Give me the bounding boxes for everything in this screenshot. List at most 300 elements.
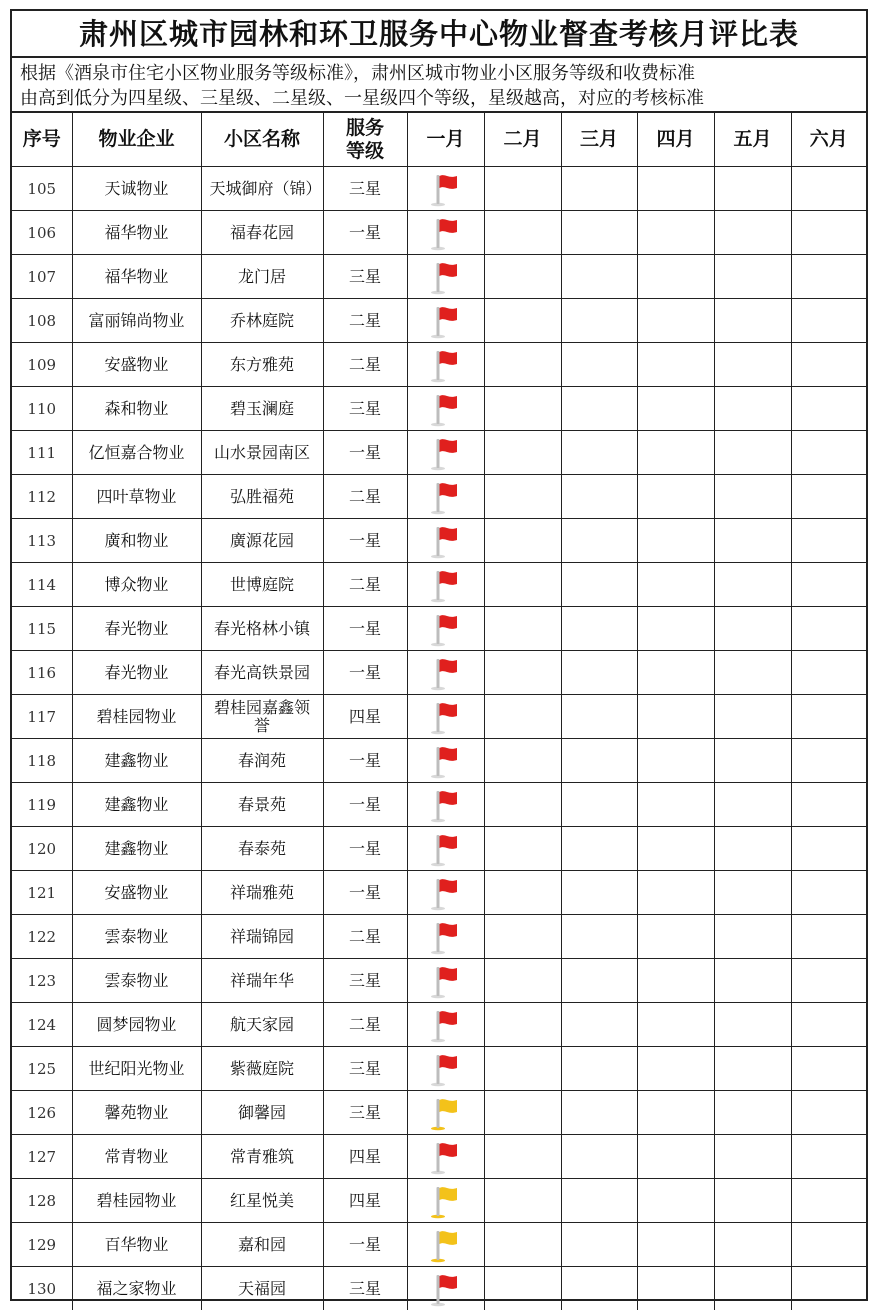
row-month-5 — [714, 299, 791, 343]
row-community-label: 祥瑞雅苑 — [229, 882, 294, 902]
table-row — [12, 431, 866, 475]
table-row — [12, 1223, 866, 1267]
row-index: 128 — [12, 1179, 72, 1223]
row-company: 春光物业 — [72, 651, 201, 695]
row-level: 一星 — [323, 871, 407, 915]
row-index: 123 — [12, 959, 72, 1003]
header-month-2: 二月 — [484, 113, 561, 167]
red-flag-icon — [408, 259, 484, 295]
row-company: 廣和物业 — [72, 519, 201, 563]
row-month-6 — [791, 915, 866, 959]
table-row — [12, 1091, 866, 1135]
row-company: 福之家物业 — [72, 1267, 201, 1310]
row-month-1 — [407, 871, 484, 915]
row-month-3 — [561, 343, 637, 387]
row-month-4 — [637, 387, 714, 431]
row-month-4 — [637, 519, 714, 563]
row-index: 127 — [12, 1135, 72, 1179]
row-level: 二星 — [323, 1003, 407, 1047]
row-community-label: 祥瑞锦园 — [229, 926, 294, 946]
header-month-3: 三月 — [561, 113, 637, 167]
row-level: 四星 — [323, 1179, 407, 1223]
row-month-1 — [407, 343, 484, 387]
row-level: 三星 — [323, 1091, 407, 1135]
row-month-2 — [484, 783, 561, 827]
row-month-5 — [714, 211, 791, 255]
row-community-label: 弘胜福苑 — [229, 486, 294, 506]
row-community — [201, 739, 323, 783]
row-level: 三星 — [323, 1047, 407, 1091]
row-month-1 — [407, 1223, 484, 1267]
red-flag-icon — [408, 875, 484, 911]
evaluation-sheet — [10, 9, 868, 1301]
row-community — [201, 1091, 323, 1135]
row-month-3 — [561, 563, 637, 607]
row-month-2 — [484, 1223, 561, 1267]
row-community — [201, 1003, 323, 1047]
row-community — [201, 651, 323, 695]
row-month-4 — [637, 783, 714, 827]
table-row — [12, 519, 866, 563]
row-month-5 — [714, 1003, 791, 1047]
row-month-6 — [791, 299, 866, 343]
row-company: 建鑫物业 — [72, 739, 201, 783]
row-index: 109 — [12, 343, 72, 387]
row-month-4 — [637, 1091, 714, 1135]
row-community — [201, 519, 323, 563]
row-month-6 — [791, 1179, 866, 1223]
header-community: 小区名称 — [201, 113, 323, 167]
row-level: 二星 — [323, 563, 407, 607]
row-month-5 — [714, 915, 791, 959]
row-month-1 — [407, 167, 484, 211]
row-month-2 — [484, 651, 561, 695]
row-month-3 — [561, 1179, 637, 1223]
table-row — [12, 1267, 866, 1310]
table-row — [12, 1003, 866, 1047]
row-month-3 — [561, 827, 637, 871]
table-row — [12, 651, 866, 695]
row-level: 三星 — [323, 1267, 407, 1310]
header-month-4: 四月 — [637, 113, 714, 167]
row-level: 一星 — [323, 607, 407, 651]
row-month-6 — [791, 607, 866, 651]
row-level: 一星 — [323, 211, 407, 255]
table-row — [12, 695, 866, 739]
row-month-1 — [407, 387, 484, 431]
row-community-label: 世博庭院 — [229, 574, 294, 594]
row-community-label: 嘉和园 — [237, 1234, 286, 1254]
row-month-1 — [407, 1047, 484, 1091]
row-month-6 — [791, 519, 866, 563]
red-flag-icon — [408, 1139, 484, 1175]
row-month-2 — [484, 1135, 561, 1179]
table-row — [12, 827, 866, 871]
evaluation-table — [12, 113, 866, 1310]
intro-text — [12, 58, 866, 113]
row-company: 建鑫物业 — [72, 783, 201, 827]
row-company: 雲泰物业 — [72, 915, 201, 959]
row-community-label: 乔林庭院 — [229, 310, 294, 330]
row-community — [201, 1267, 323, 1310]
row-company: 馨苑物业 — [72, 1091, 201, 1135]
row-month-4 — [637, 1223, 714, 1267]
row-month-6 — [791, 255, 866, 299]
row-month-2 — [484, 827, 561, 871]
row-month-4 — [637, 739, 714, 783]
row-month-6 — [791, 1267, 866, 1310]
red-flag-icon — [408, 655, 484, 691]
row-month-6 — [791, 211, 866, 255]
row-month-6 — [791, 783, 866, 827]
row-month-5 — [714, 1091, 791, 1135]
row-month-3 — [561, 167, 637, 211]
red-flag-icon — [408, 435, 484, 471]
row-month-5 — [714, 475, 791, 519]
row-month-3 — [561, 387, 637, 431]
row-index: 130 — [12, 1267, 72, 1310]
row-month-5 — [714, 1135, 791, 1179]
row-month-3 — [561, 519, 637, 563]
red-flag-icon — [408, 567, 484, 603]
intro-line-1: 根据《酒泉市住宅小区物业服务等级标准》，肃州区城市物业小区服务等级和收费标准 — [20, 63, 695, 84]
row-index: 106 — [12, 211, 72, 255]
row-month-6 — [791, 739, 866, 783]
row-month-2 — [484, 255, 561, 299]
row-community — [201, 431, 323, 475]
row-month-5 — [714, 607, 791, 651]
table-row — [12, 607, 866, 651]
intro-line-2: 由高到低分为四星级、三星级、二星级、一星级四个等级，星级越高，对应的考核标准 — [20, 88, 704, 109]
row-community-label: 春润苑 — [237, 750, 286, 770]
row-community — [201, 871, 323, 915]
row-month-6 — [791, 475, 866, 519]
row-month-1 — [407, 1091, 484, 1135]
row-community — [201, 299, 323, 343]
row-level: 四星 — [323, 695, 407, 739]
row-month-3 — [561, 299, 637, 343]
row-community — [201, 1135, 323, 1179]
row-month-2 — [484, 959, 561, 1003]
row-index: 112 — [12, 475, 72, 519]
row-month-5 — [714, 783, 791, 827]
row-community-label: 福春花园 — [229, 222, 294, 242]
row-index: 129 — [12, 1223, 72, 1267]
row-month-5 — [714, 167, 791, 211]
row-month-2 — [484, 1003, 561, 1047]
row-month-3 — [561, 1135, 637, 1179]
row-community — [201, 255, 323, 299]
row-month-2 — [484, 1267, 561, 1310]
row-month-1 — [407, 915, 484, 959]
row-month-5 — [714, 871, 791, 915]
row-community — [201, 607, 323, 651]
row-community-label: 碧玉澜庭 — [229, 398, 294, 418]
row-index: 121 — [12, 871, 72, 915]
row-month-3 — [561, 475, 637, 519]
row-month-2 — [484, 519, 561, 563]
row-month-1 — [407, 651, 484, 695]
row-index: 113 — [12, 519, 72, 563]
row-month-2 — [484, 739, 561, 783]
row-company: 富丽锦尚物业 — [72, 299, 201, 343]
row-community-label: 天城御府（锦） — [209, 178, 322, 198]
row-month-4 — [637, 255, 714, 299]
row-level: 三星 — [323, 959, 407, 1003]
table-row — [12, 475, 866, 519]
row-month-6 — [791, 827, 866, 871]
row-community-label: 红星悦美 — [229, 1190, 294, 1210]
table-body — [12, 167, 866, 1310]
row-index: 126 — [12, 1091, 72, 1135]
row-index: 111 — [12, 431, 72, 475]
row-index: 114 — [12, 563, 72, 607]
row-month-2 — [484, 607, 561, 651]
row-community-label: 紫薇庭院 — [229, 1058, 294, 1078]
row-company: 天诚物业 — [72, 167, 201, 211]
row-community — [201, 915, 323, 959]
table-row — [12, 167, 866, 211]
row-month-6 — [791, 563, 866, 607]
table-row — [12, 255, 866, 299]
row-level: 三星 — [323, 167, 407, 211]
row-company: 圆梦园物业 — [72, 1003, 201, 1047]
row-company: 博众物业 — [72, 563, 201, 607]
row-month-4 — [637, 651, 714, 695]
header-level — [323, 113, 407, 167]
row-level: 一星 — [323, 519, 407, 563]
row-month-5 — [714, 827, 791, 871]
red-flag-icon — [408, 1051, 484, 1087]
row-index: 119 — [12, 783, 72, 827]
row-month-2 — [484, 1047, 561, 1091]
row-month-6 — [791, 1091, 866, 1135]
row-month-4 — [637, 475, 714, 519]
row-month-1 — [407, 519, 484, 563]
row-company: 安盛物业 — [72, 871, 201, 915]
header-index: 序号 — [12, 113, 72, 167]
row-company: 福华物业 — [72, 255, 201, 299]
row-month-4 — [637, 607, 714, 651]
row-month-4 — [637, 431, 714, 475]
row-month-6 — [791, 651, 866, 695]
row-month-1 — [407, 255, 484, 299]
row-month-3 — [561, 695, 637, 739]
red-flag-icon — [408, 171, 484, 207]
row-community — [201, 1047, 323, 1091]
row-month-1 — [407, 299, 484, 343]
row-community — [201, 1223, 323, 1267]
row-month-3 — [561, 1003, 637, 1047]
row-level: 二星 — [323, 299, 407, 343]
row-community — [201, 475, 323, 519]
row-month-3 — [561, 1047, 637, 1091]
row-month-3 — [561, 871, 637, 915]
red-flag-icon — [408, 743, 484, 779]
row-level: 一星 — [323, 783, 407, 827]
row-month-6 — [791, 959, 866, 1003]
row-month-4 — [637, 343, 714, 387]
row-month-1 — [407, 1179, 484, 1223]
row-index: 108 — [12, 299, 72, 343]
row-level: 一星 — [323, 651, 407, 695]
row-month-1 — [407, 739, 484, 783]
row-month-3 — [561, 739, 637, 783]
row-month-5 — [714, 431, 791, 475]
row-month-2 — [484, 299, 561, 343]
row-month-2 — [484, 211, 561, 255]
row-company: 碧桂园物业 — [72, 695, 201, 739]
row-month-3 — [561, 1223, 637, 1267]
row-company: 常青物业 — [72, 1135, 201, 1179]
row-month-6 — [791, 695, 866, 739]
row-month-5 — [714, 959, 791, 1003]
row-month-5 — [714, 1047, 791, 1091]
row-index: 105 — [12, 167, 72, 211]
row-company: 四叶草物业 — [72, 475, 201, 519]
row-month-1 — [407, 1135, 484, 1179]
header-row — [12, 113, 866, 167]
row-month-3 — [561, 431, 637, 475]
row-month-5 — [714, 255, 791, 299]
row-month-4 — [637, 167, 714, 211]
row-index: 120 — [12, 827, 72, 871]
row-community-label: 春泰苑 — [237, 838, 286, 858]
row-level: 四星 — [323, 1135, 407, 1179]
header-level-label: 服务等级 — [345, 116, 384, 162]
table-row — [12, 1135, 866, 1179]
row-month-3 — [561, 1091, 637, 1135]
row-month-2 — [484, 387, 561, 431]
row-community-label: 廣源花园 — [229, 530, 294, 550]
row-community-label: 祥瑞年华 — [229, 970, 294, 990]
row-month-4 — [637, 1135, 714, 1179]
row-index: 115 — [12, 607, 72, 651]
table-row — [12, 343, 866, 387]
row-month-6 — [791, 387, 866, 431]
row-index: 117 — [12, 695, 72, 739]
red-flag-icon — [408, 215, 484, 251]
row-month-5 — [714, 651, 791, 695]
table-row — [12, 783, 866, 827]
red-flag-icon — [408, 391, 484, 427]
row-month-2 — [484, 475, 561, 519]
red-flag-icon — [408, 787, 484, 823]
header-month-6: 六月 — [791, 113, 866, 167]
row-community-label: 东方雅苑 — [229, 354, 294, 374]
row-month-4 — [637, 827, 714, 871]
row-month-1 — [407, 431, 484, 475]
row-month-4 — [637, 695, 714, 739]
red-flag-icon — [408, 699, 484, 735]
row-month-3 — [561, 607, 637, 651]
table-row — [12, 387, 866, 431]
table-row — [12, 563, 866, 607]
red-flag-icon — [408, 611, 484, 647]
row-month-3 — [561, 915, 637, 959]
row-month-5 — [714, 739, 791, 783]
row-community-label: 御馨园 — [237, 1102, 286, 1122]
yellow-flag-icon — [408, 1095, 484, 1131]
row-month-6 — [791, 167, 866, 211]
row-month-4 — [637, 1179, 714, 1223]
row-level: 一星 — [323, 739, 407, 783]
row-month-3 — [561, 651, 637, 695]
red-flag-icon — [408, 523, 484, 559]
row-month-1 — [407, 695, 484, 739]
row-month-2 — [484, 563, 561, 607]
yellow-flag-icon — [408, 1227, 484, 1263]
row-month-4 — [637, 211, 714, 255]
row-level: 一星 — [323, 827, 407, 871]
row-company: 福华物业 — [72, 211, 201, 255]
row-month-5 — [714, 1179, 791, 1223]
row-company: 世纪阳光物业 — [72, 1047, 201, 1091]
red-flag-icon — [408, 303, 484, 339]
red-flag-icon — [408, 831, 484, 867]
row-community-label: 碧桂园嘉鑫领誉 — [213, 697, 310, 735]
row-community-label: 龙门居 — [237, 266, 286, 286]
row-index: 110 — [12, 387, 72, 431]
table-row — [12, 915, 866, 959]
row-month-3 — [561, 959, 637, 1003]
row-index: 125 — [12, 1047, 72, 1091]
row-month-5 — [714, 387, 791, 431]
header-month-5: 五月 — [714, 113, 791, 167]
row-month-2 — [484, 915, 561, 959]
row-month-1 — [407, 211, 484, 255]
row-community — [201, 827, 323, 871]
row-month-1 — [407, 563, 484, 607]
row-month-5 — [714, 519, 791, 563]
table-row — [12, 959, 866, 1003]
row-company: 安盛物业 — [72, 343, 201, 387]
row-month-2 — [484, 1091, 561, 1135]
row-month-1 — [407, 475, 484, 519]
row-community-label: 山水景园南区 — [213, 442, 310, 462]
row-level: 二星 — [323, 475, 407, 519]
header-company: 物业企业 — [72, 113, 201, 167]
row-company: 森和物业 — [72, 387, 201, 431]
row-month-1 — [407, 959, 484, 1003]
table-row — [12, 211, 866, 255]
row-community — [201, 343, 323, 387]
table-row — [12, 299, 866, 343]
row-month-1 — [407, 1267, 484, 1310]
row-month-6 — [791, 1135, 866, 1179]
row-company: 百华物业 — [72, 1223, 201, 1267]
row-company: 春光物业 — [72, 607, 201, 651]
row-month-6 — [791, 1047, 866, 1091]
row-month-4 — [637, 1047, 714, 1091]
row-month-4 — [637, 563, 714, 607]
red-flag-icon — [408, 963, 484, 999]
row-month-6 — [791, 343, 866, 387]
row-month-2 — [484, 343, 561, 387]
row-index: 116 — [12, 651, 72, 695]
red-flag-icon — [408, 1007, 484, 1043]
row-level: 一星 — [323, 1223, 407, 1267]
row-community-label: 航天家园 — [229, 1014, 294, 1034]
row-month-5 — [714, 1267, 791, 1310]
row-community — [201, 211, 323, 255]
row-index: 118 — [12, 739, 72, 783]
table-row — [12, 1047, 866, 1091]
row-community-label: 春景苑 — [237, 794, 286, 814]
row-month-1 — [407, 1003, 484, 1047]
row-community-label: 常青雅筑 — [229, 1146, 294, 1166]
row-level: 三星 — [323, 387, 407, 431]
